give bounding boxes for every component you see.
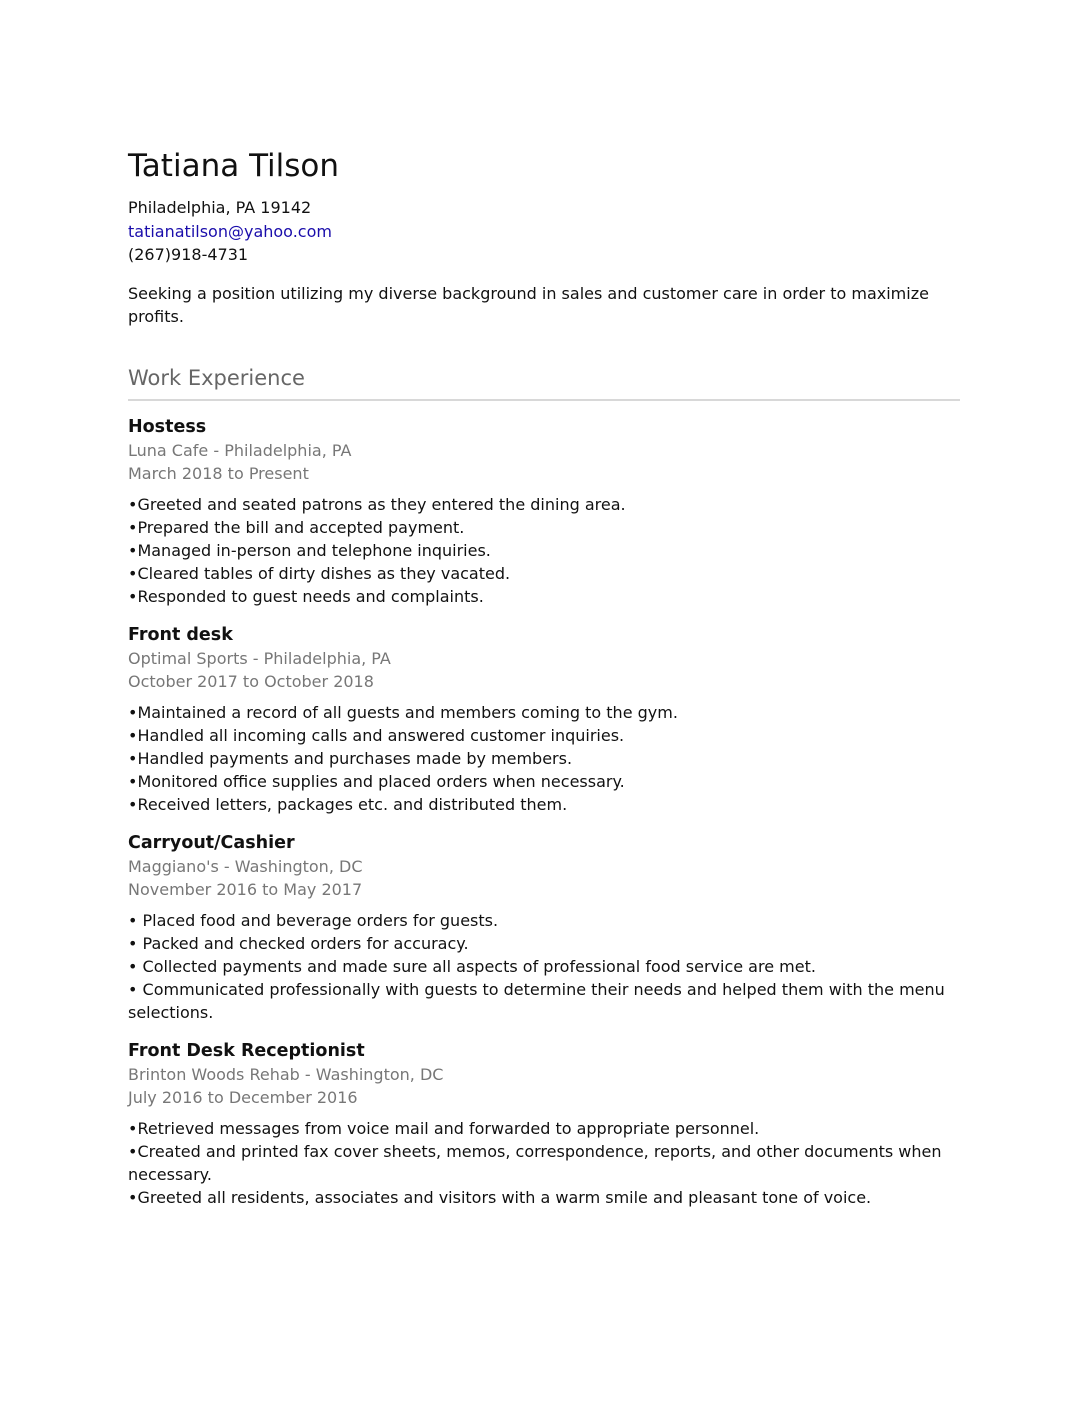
career-summary: Seeking a position utilizing my diverse background in sales and customer care in order to maximize profits. bbox=[128, 283, 929, 326]
job-company: Luna Cafe bbox=[128, 440, 209, 460]
job-employer: Optimal Sports - Philadelphia, PA bbox=[128, 648, 391, 668]
job-location: Washington, DC bbox=[234, 856, 363, 876]
job-location: Washington, DC bbox=[315, 1064, 444, 1084]
work-experience-heading: Work Experience bbox=[128, 363, 960, 401]
job-employer: Luna Cafe - Philadelphia, PA bbox=[128, 440, 352, 460]
duty-item: •Prepared the bill and accepted payment. bbox=[128, 517, 465, 537]
contact-location: Philadelphia, PA 19142 bbox=[128, 198, 312, 217]
duty-item: •Retrieved messages from voice mail and forwarded to appropriate personnel. bbox=[128, 1118, 760, 1138]
duty-item: •Greeted and seated patrons as they entered the dining area. bbox=[128, 494, 626, 514]
job-dates: March 2018 to Present bbox=[128, 463, 309, 483]
duty-item: • Communicated professionally with guests to determine their needs and helped them with the menu selections. bbox=[128, 980, 945, 1023]
job-title: Carryout/Cashier bbox=[128, 832, 295, 853]
duty-item: • Collected payments and made sure all aspects of professional food service are met. bbox=[128, 956, 816, 976]
job-duties bbox=[128, 909, 960, 1025]
job-dates: November 2016 to May 2017 bbox=[128, 879, 363, 899]
resume-page bbox=[128, 146, 960, 1209]
duty-item: •Cleared tables of dirty dishes as they vacated. bbox=[128, 564, 511, 584]
duty-item: •Monitored office supplies and placed orders when necessary. bbox=[128, 772, 625, 792]
job-location: Philadelphia, PA bbox=[263, 648, 391, 668]
job-company: Maggiano's bbox=[128, 856, 219, 876]
job-company: Brinton Woods Rehab bbox=[128, 1064, 300, 1084]
job-employer: Maggiano's - Washington, DC bbox=[128, 856, 363, 876]
job-duties bbox=[128, 1117, 960, 1210]
job-location: Philadelphia, PA bbox=[224, 440, 352, 460]
duty-item: •Maintained a record of all guests and members coming to the gym. bbox=[128, 702, 678, 722]
job-entry-front-desk-receptionist bbox=[128, 1039, 960, 1210]
duty-item: •Received letters, packages etc. and distributed them. bbox=[128, 795, 568, 815]
job-duties bbox=[128, 493, 960, 609]
duty-item: •Created and printed fax cover sheets, memos, correspondence, reports, and other documents when necessary. bbox=[128, 1141, 942, 1184]
job-entry-front-desk bbox=[128, 623, 960, 817]
job-employer: Brinton Woods Rehab - Washington, DC bbox=[128, 1064, 444, 1084]
job-company: Optimal Sports bbox=[128, 648, 248, 668]
duty-item: •Greeted all residents, associates and visitors with a warm smile and pleasant tone of voice. bbox=[128, 1188, 872, 1208]
job-duties bbox=[128, 701, 960, 817]
job-entry-carryout-cashier bbox=[128, 831, 960, 1025]
job-dates: July 2016 to December 2016 bbox=[128, 1087, 358, 1107]
contact-email-link[interactable]: tatianatilson@yahoo.com bbox=[128, 221, 332, 241]
candidate-name: Tatiana Tilson bbox=[128, 148, 340, 184]
duty-item: •Handled payments and purchases made by members. bbox=[128, 748, 573, 768]
job-title: Front Desk Receptionist bbox=[128, 1040, 365, 1061]
duty-item: •Responded to guest needs and complaints. bbox=[128, 587, 484, 607]
duty-item: •Handled all incoming calls and answered customer inquiries. bbox=[128, 725, 625, 745]
job-title: Hostess bbox=[128, 416, 207, 437]
job-title: Front desk bbox=[128, 624, 233, 645]
job-dates: October 2017 to October 2018 bbox=[128, 671, 374, 691]
duty-item: •Managed in-person and telephone inquiries. bbox=[128, 540, 491, 560]
duty-item: • Packed and checked orders for accuracy. bbox=[128, 933, 469, 953]
contact-phone: (267)918-4731 bbox=[128, 245, 249, 264]
job-entry-hostess bbox=[128, 415, 960, 609]
duty-item: • Placed food and beverage orders for guests. bbox=[128, 910, 499, 930]
